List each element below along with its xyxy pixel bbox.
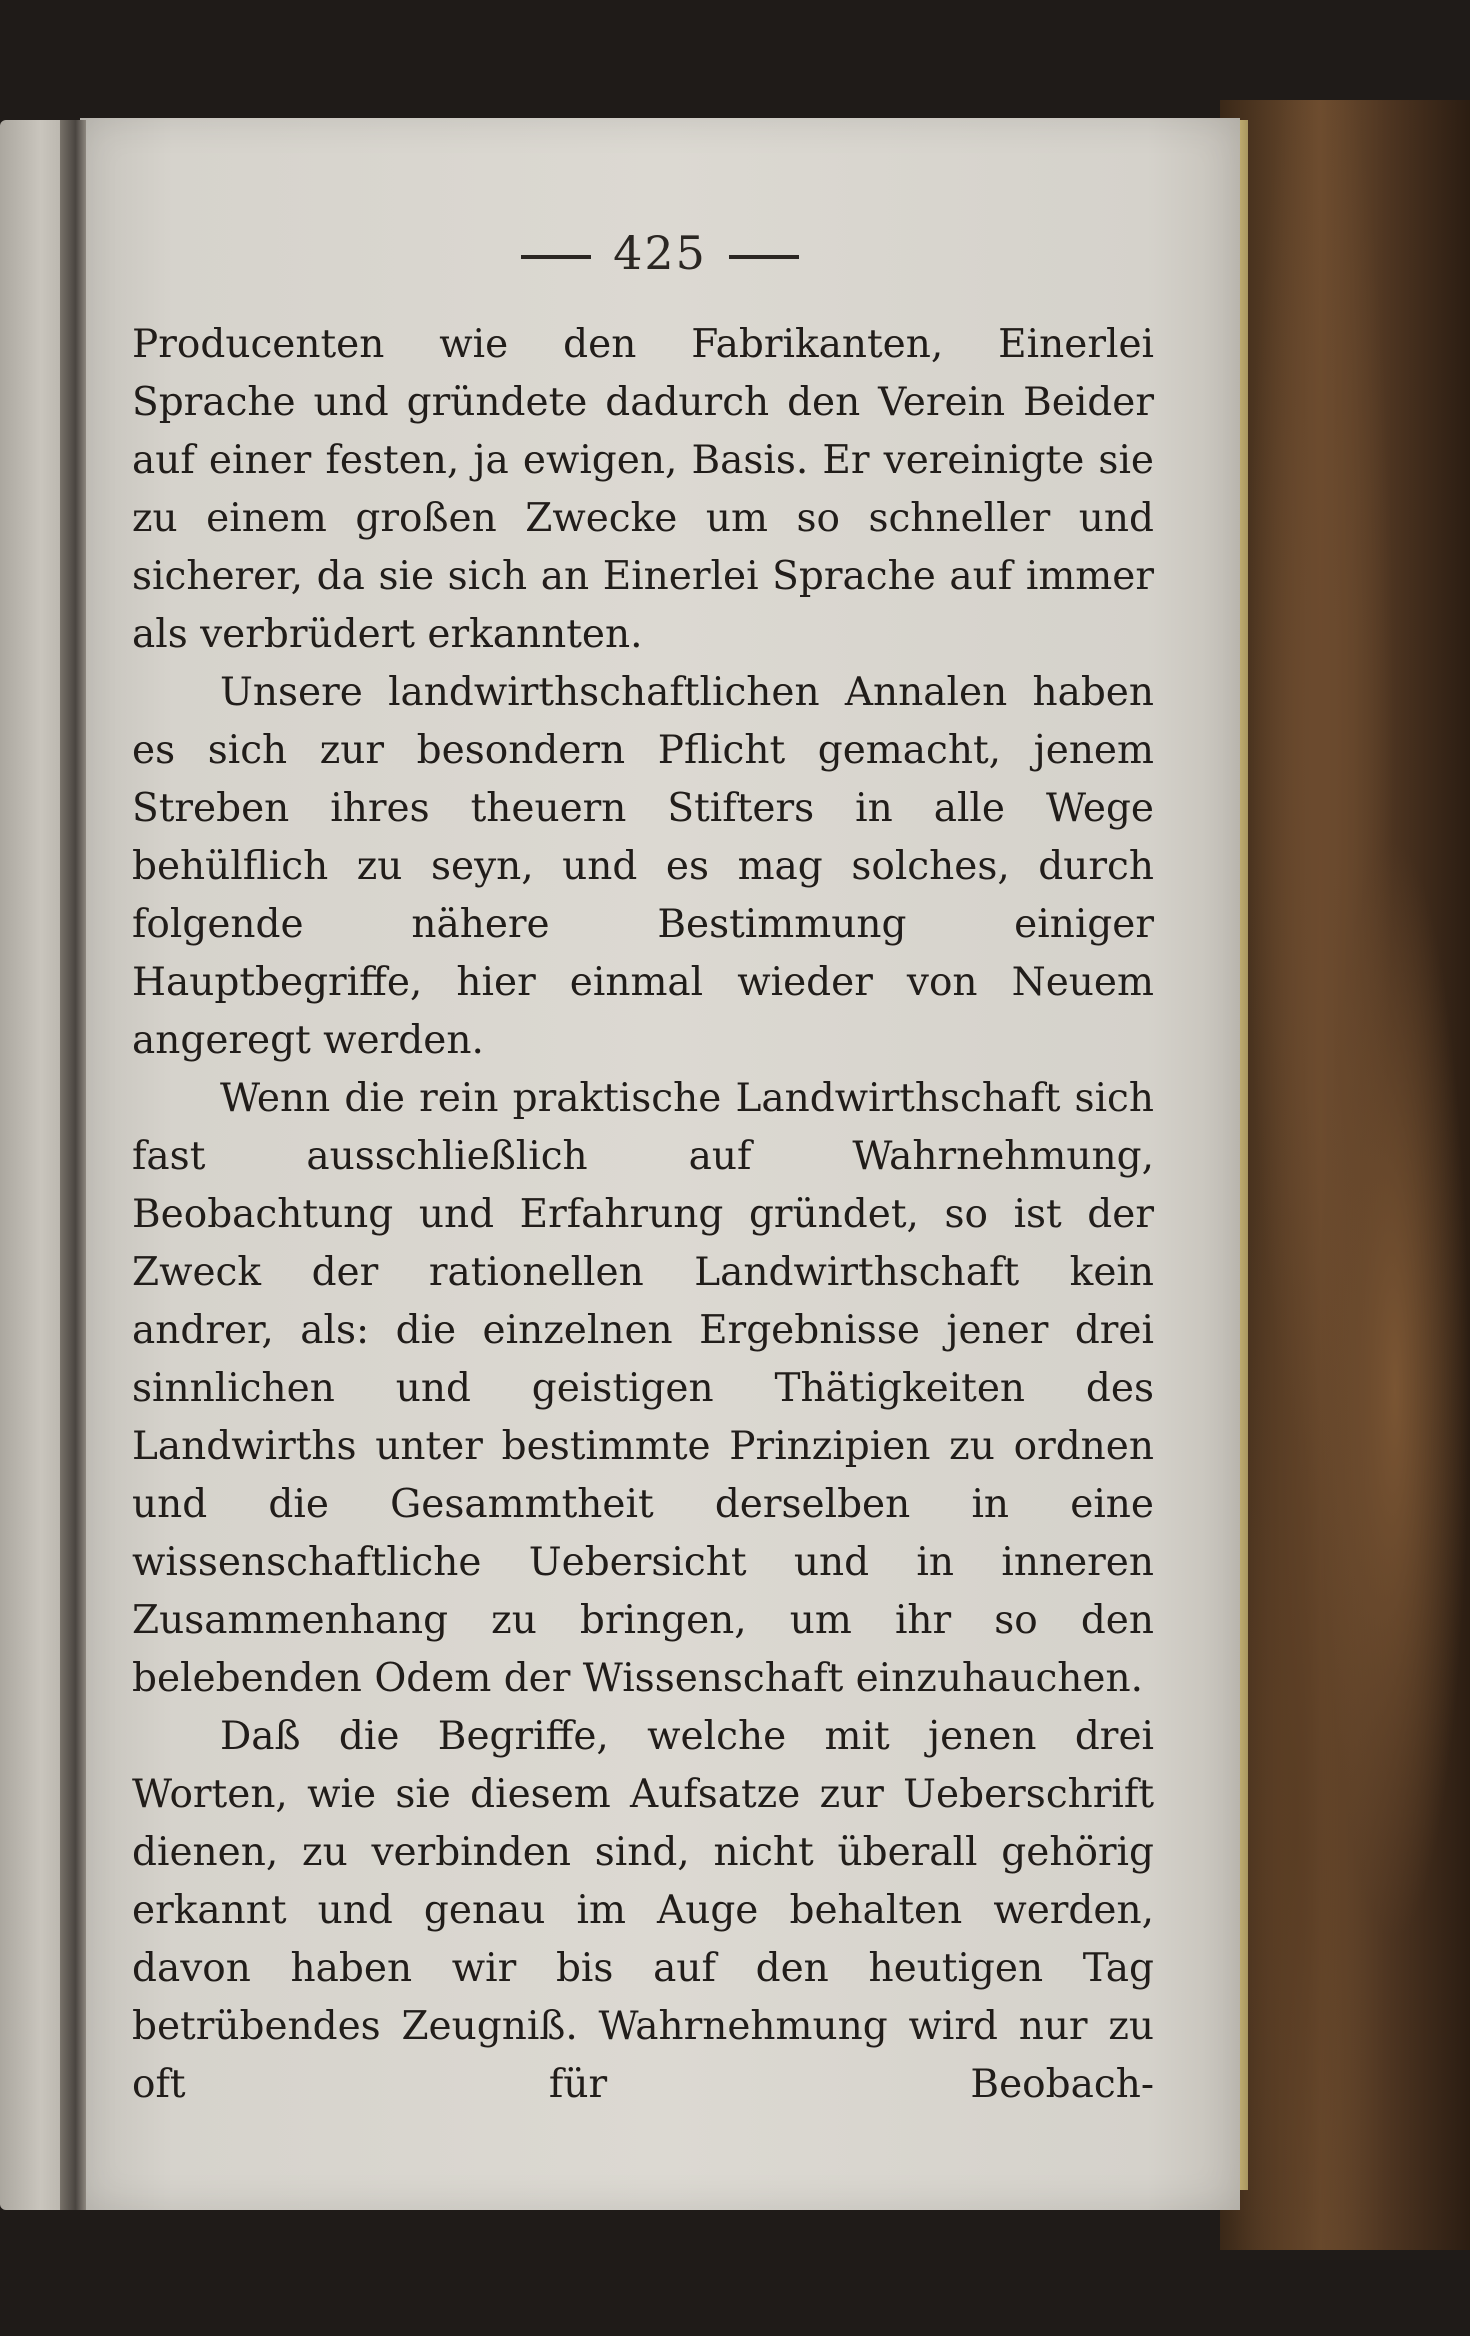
- page-number: 425: [613, 226, 707, 280]
- paragraph-2: Unsere landwirthschaftlichen Annalen haben es sich zur besondern Pflicht gemacht, jenem Streben ihres theuern Stifters in alle Wege behülflich zu seyn, und es mag solches, durch folgende nähere Bestimmung einiger Hauptbegriffe, hier einmal wieder von Neuem angeregt werden.: [132, 670, 1154, 1063]
- gutter-shadow: [60, 120, 86, 2210]
- paragraph-1: Producenten wie den Fabrikanten, Einerlei Sprache und gründete dadurch den Verein Beider auf einer festen, ja ewigen, Basis. Er vereinigte sie zu einem großen Zwecke um so schneller und sicherer, da sie sich an Einerlei Sprache auf immer als verbrüdert erkannten.: [132, 322, 1154, 657]
- dash-right: [729, 255, 799, 259]
- paragraph-4: Daß die Begriffe, welche mit jenen drei Worten, wie sie diesem Aufsatze zur Ueberschrift dienen, zu verbinden sind, nicht überall gehörig erkannt und genau im Auge behalten werden, davon haben wir bis auf den heutigen Tag betrübendes Zeugniß. Wahrnehmung wird nur zu oft für Beobach-: [132, 1714, 1154, 2107]
- body-text: [132, 316, 1154, 2114]
- book-page: [80, 118, 1240, 2210]
- dash-left: [521, 255, 591, 259]
- page-number-line: [80, 226, 1240, 280]
- paragraph-3: Wenn die rein praktische Landwirthschaft sich fast ausschließlich auf Wahrnehmung, Beobachtung und Erfahrung gründet, so ist der Zweck der rationellen Landwirthschaft kein andrer, als: die einzelnen Ergebnisse jener drei sinnlichen und geistigen Thätigkeiten des Landwirths unter bestimmte Prinzipien zu ordnen und die Gesammtheit derselben in eine wissenschaftliche Uebersicht und in inneren Zusammenhang zu bringen, um ihr so den belebenden Odem der Wissenschaft einzuhauchen.: [132, 1076, 1154, 1701]
- book-cover: [1220, 100, 1470, 2250]
